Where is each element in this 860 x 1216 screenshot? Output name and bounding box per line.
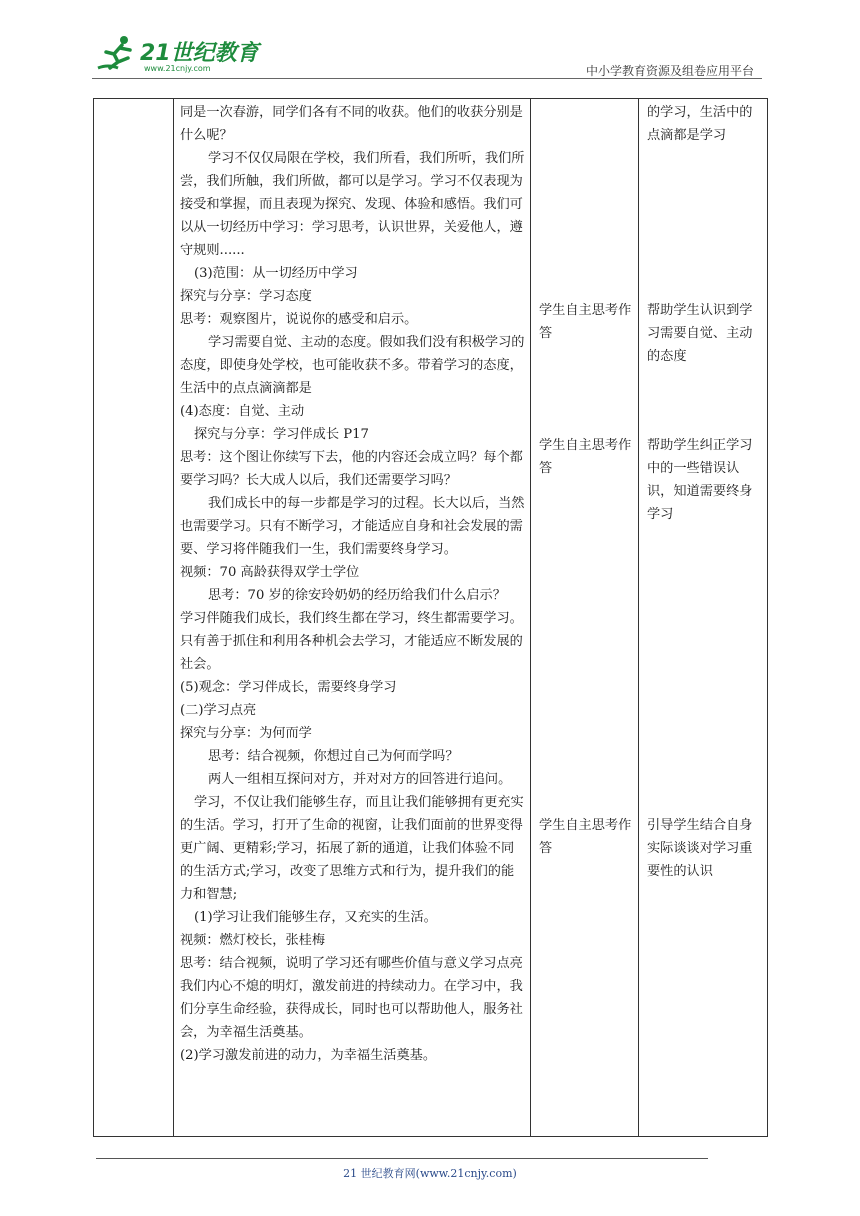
table-row — [94, 99, 768, 1137]
content-paragraph: 学习需要自觉、主动的态度。假如我们没有积极学习的态度，即使身处学校，也可能收获不多。带着学习的态度，生活中的点点滴滴都是 — [180, 335, 525, 396]
content-paragraph: 学习，不仅让我们能够生存，而且让我们能够拥有更充实的生活。学习，打开了生命的视窗，让我们面前的世界变得更广阔、更精彩;学习，拓展了新的通道，让我们体验不同的生活方式;学习，改变了思维方式和行为，提升我们的能力和智慧; — [180, 795, 524, 902]
teaching-content-cell — [174, 99, 531, 1137]
content-paragraph: 两人一组相互探问对方，并对对方的回答进行追问。 — [208, 772, 512, 787]
stage-cell — [94, 99, 174, 1137]
student-activity-text: 学生自主思考作答 — [539, 303, 632, 341]
content-paragraph: (3)范围：从一切经历中学习 — [194, 266, 358, 281]
logo-url: www.21cnjy.com — [144, 64, 211, 73]
design-intent-text: 帮助学生纠正学习中的一些错误认识，知道需要终身学习 — [647, 438, 753, 522]
content-paragraph: 同是一次春游，同学们各有不同的收获。他们的收获分别是什么呢？ — [180, 105, 523, 143]
content-paragraph: 视频：70 高龄获得双学士学位 — [180, 565, 360, 580]
content-paragraph: (2)学习激发前进的动力，为幸福生活奠基。 — [180, 1048, 437, 1063]
footer-divider — [96, 1158, 708, 1159]
lesson-table — [93, 98, 768, 1137]
student-activity-cell — [531, 99, 639, 1137]
content-paragraph: 思考：观察图片，说说你的感受和启示。 — [180, 312, 418, 327]
student-activity-text: 学生自主思考作答 — [539, 818, 632, 856]
content-paragraph: (5)观念：学习伴成长，需要终身学习 — [180, 680, 397, 695]
content-paragraph: 探究与分享：学习态度 — [180, 289, 312, 304]
content-paragraph: 学习不仅仅局限在学校，我们所看，我们所听，我们所尝，我们所触，我们所做，都可以是学习。学习不仅表现为接受和掌握，而且表现为探究、发现、体验和感悟。我们可以从一切经历中学习：学习思考，认识世界，关爱他人，遵守规则...... — [180, 151, 525, 258]
content-paragraph: 探究与分享：为何而学 — [180, 726, 312, 741]
design-intent-cell — [639, 99, 768, 1137]
logo — [92, 30, 292, 78]
header-divider — [92, 78, 762, 79]
content-paragraph: 思考：结合视频，说明了学习还有哪些价值与意义学习点亮我们内心不熄的明灯，激发前进的持续动力。在学习中，我们分享生命经验，获得成长，同时也可以帮助他人，服务社会，为幸福生活奠基。 — [180, 956, 523, 1040]
footer-text[interactable]: 21 世纪教育网(www.21cnjy.com) — [343, 1167, 517, 1180]
runner-logo-icon — [94, 34, 142, 74]
content-paragraph: 思考：这个图让你续写下去，他的内容还会成立吗？每个都要学习吗？长大成人以后，我们还需要学习吗？ — [180, 450, 523, 488]
page-header — [92, 30, 762, 80]
content-paragraph: 学习伴随我们成长，我们终生都在学习，终生都需要学习。只有善于抓住和利用各种机会去学习，才能适应不断发展的社会。 — [180, 611, 523, 672]
content-paragraph: 探究与分享：学习伴成长 P17 — [194, 427, 369, 442]
design-intent-text: 的学习，生活中的点滴都是学习 — [647, 105, 753, 143]
design-intent-text: 帮助学生认识到学习需要自觉、主动的态度 — [647, 303, 753, 364]
content-paragraph: (二)学习点亮 — [180, 703, 257, 718]
content-paragraph: 视频：燃灯校长，张桂梅 — [180, 933, 326, 948]
content-paragraph: (4)态度：自觉、主动 — [180, 404, 305, 419]
content-paragraph: 思考：70 岁的徐安玲奶奶的经历给我们什么启示？ — [208, 588, 506, 603]
content-paragraph: 我们成长中的每一步都是学习的过程。长大以后，当然也需要学习。只有不断学习，才能适应自身和社会发展的需要、学习将伴随我们一生，我们需要终身学习。 — [180, 496, 525, 557]
logo-text: 21世纪教育 — [140, 41, 259, 66]
student-activity-text: 学生自主思考作答 — [539, 438, 632, 476]
content-paragraph: 思考：结合视频，你想过自己为何而学吗？ — [208, 749, 459, 764]
content-paragraph: (1)学习让我们能够生存，又充实的生活。 — [194, 910, 437, 925]
platform-name: 中小学教育资源及组卷应用平台 — [585, 64, 754, 78]
design-intent-text: 引导学生结合自身实际谈谈对学习重要性的认识 — [647, 818, 753, 879]
